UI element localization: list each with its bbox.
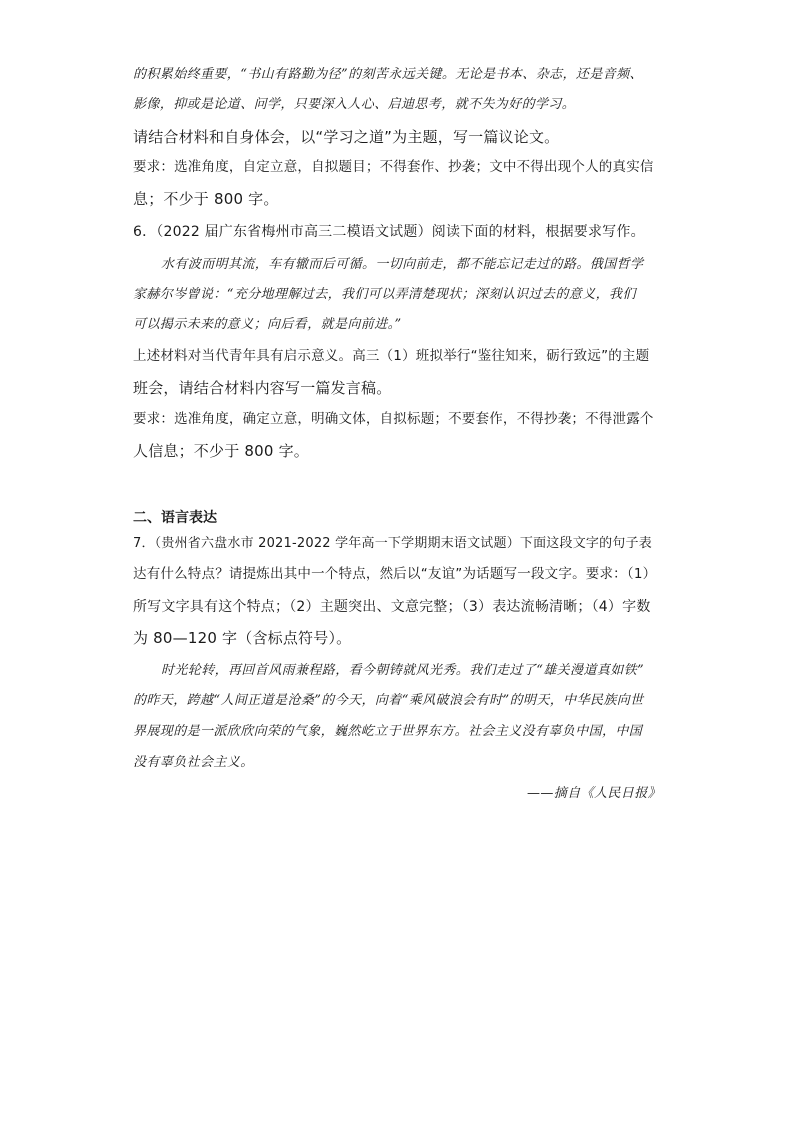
material-7-line-2: 的昨天，跨越“人间正道是沧桑”的今天，向着“乘风破浪会有时”的明天，中华民族向世 [133, 693, 644, 708]
requirements-6-line-2: 人信息；不少于 800 字。 [133, 442, 309, 460]
requirements-6-line-1: 要求：选准角度，确定立意，明确文体，自拟标题；不要套作，不得抄袭；不得泄露个 [133, 411, 654, 427]
requirements-5-line-1: 要求：选准角度，自定立意，自拟题目；不得套作、抄袭；文中不得出现个人的真实信 [133, 159, 654, 175]
question-6-heading: 6．（2022 届广东省梅州市高三二模语文试题）阅读下面的材料，根据要求写作。 [133, 224, 645, 240]
material-continuation-line-2: 影像，抑或是论道、问学，只要深入人心、启迪思考，就不失为好的学习。 [133, 97, 576, 112]
requirements-5-line-2: 息；不少于 800 字。 [133, 190, 279, 208]
question-7-line-4: 为 80—120 字（含标点符号）。 [133, 629, 352, 647]
task-6-line-2: 班会，请结合材料内容写一篇发言稿。 [133, 379, 392, 397]
material-6-line-3: 可以揭示未来的意义；向后看，就是向前进。” [133, 317, 402, 332]
question-7-line-2: 达有什么特点？请提炼出其中一个特点，然后以“友谊”为话题写一段文字。要求：（1） [133, 566, 657, 582]
section-heading-language-expression: 二、语言表达 [133, 510, 217, 526]
material-6-line-1: 水有波而明其流，车有辙而后可循。一切向前走，都不能忘记走过的路。俄国哲学 [161, 257, 644, 272]
question-7-line-3: 所写文字具有这个特点；（2）主题突出、文意完整；（3）表达流畅清晰；（4）字数 [133, 599, 651, 615]
material-7-line-1: 时光轮转，再回首风雨兼程路，看今朝铸就风光秀。我们走过了“雄关漫道真如铁” [161, 663, 645, 678]
question-7-line-1: 7．（贵州省六盘水市 2021-2022 学年高一下学期期末语文试题）下面这段文字的句子表 [133, 536, 652, 551]
material-7-line-3: 界展现的是一派欣欣向荣的气象，巍然屹立于世界东方。社会主义没有辜负中国，中国 [133, 724, 643, 739]
material-6-line-2: 家赫尔岑曾说：“充分地理解过去，我们可以弄清楚现状；深刻认识过去的意义，我们 [133, 287, 636, 302]
essay-prompt-5: 请结合材料和自身体会，以“学习之道”为主题，写一篇议论文。 [133, 128, 560, 146]
task-6-line-1: 上述材料对当代青年具有启示意义。高三（1）班拟举行“鉴往知来，砺行致远”的主题 [133, 348, 650, 364]
material-7-line-4: 没有辜负社会主义。 [133, 755, 254, 770]
material-continuation-line-1: 的积累始终重要，“书山有路勤为径”的刻苦永远关键。无论是书本、杂志，还是音频、 [133, 67, 643, 82]
source-attribution: ——摘自《人民日报》 [527, 786, 662, 801]
